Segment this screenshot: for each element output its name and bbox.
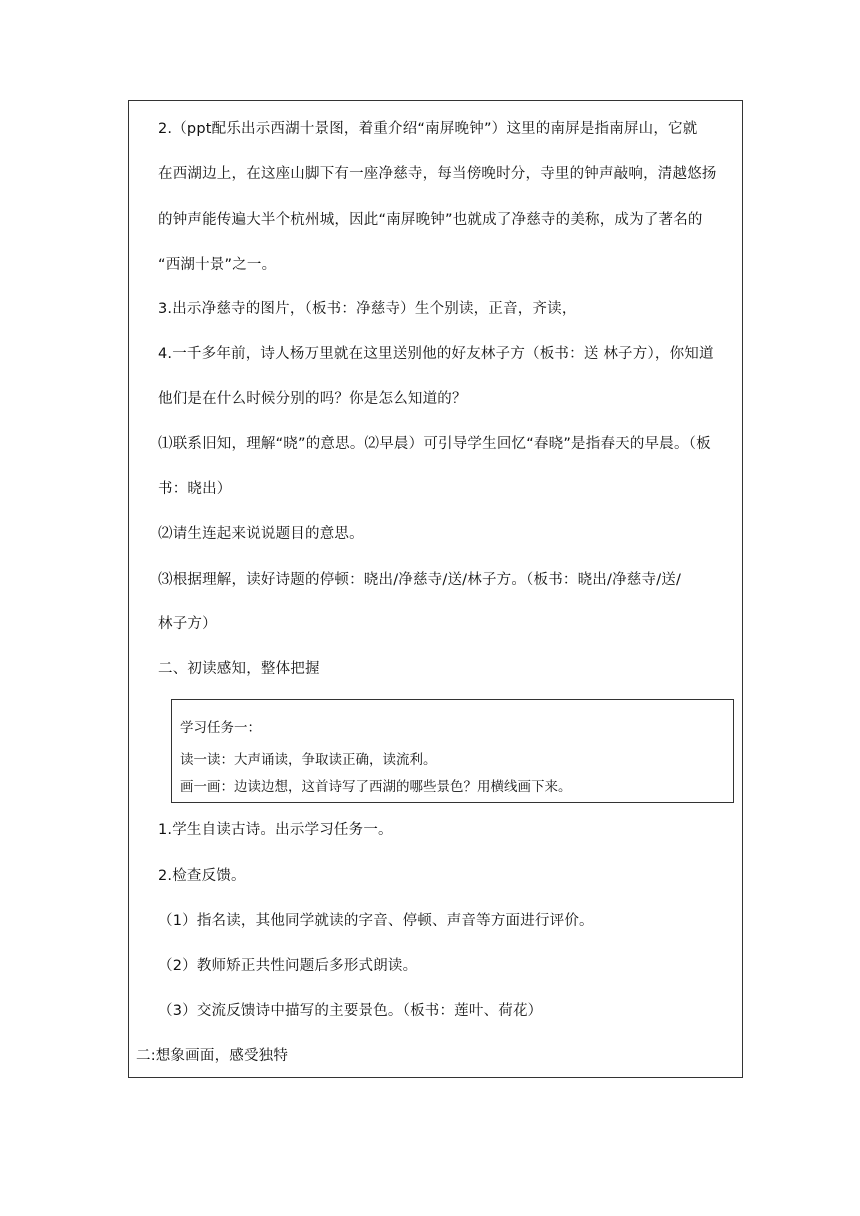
paragraph-line: 2.检查反馈。 bbox=[158, 868, 246, 884]
paragraph-line: （3）交流反馈诗中描写的主要景色。（板书：莲叶、荷花） bbox=[158, 1003, 543, 1019]
paragraph-line: 书：晓出） bbox=[158, 481, 232, 497]
task-read-instruction: 读一读：大声诵读，争取读正确，读流利。 bbox=[180, 752, 437, 768]
paragraph-line: 1.学生自读古诗。出示学习任务一。 bbox=[158, 822, 393, 838]
paragraph-line: ⑶根据理解，读好诗题的停顿：晓出/净慈寺/送/林子方。（板书：晓出/净慈寺/送/ bbox=[158, 572, 682, 588]
paragraph-line: （2）教师矫正共性问题后多形式朗读。 bbox=[158, 958, 418, 974]
paragraph-line: 在西湖边上，在这座山脚下有一座净慈寺，每当傍晚时分，寺里的钟声敲响，清越悠扬 bbox=[158, 166, 717, 182]
section-heading: 二、初读感知，整体把握 bbox=[158, 661, 320, 677]
paragraph-line: 的钟声能传遍大半个杭州城，因此“南屏晚钟”也就成了净慈寺的美称，成为了著名的 bbox=[158, 212, 703, 228]
paragraph-line: ⑴联系旧知，理解“晓”的意思。⑵早晨）可引导学生回忆“春晓”是指春天的早晨。（板 bbox=[158, 436, 711, 452]
paragraph-line: （1）指名读，其他同学就读的字音、停顿、声音等方面进行评价。 bbox=[158, 913, 594, 929]
section-heading: 二:想象画面，感受独特 bbox=[136, 1048, 289, 1064]
paragraph-line: 林子方） bbox=[158, 616, 217, 632]
paragraph-line: 他们是在什么时候分别的吗？你是怎么知道的？ bbox=[158, 391, 467, 407]
paragraph-line: ⑵请生连起来说说题目的意思。 bbox=[158, 526, 364, 542]
paragraph-line: 3.出示净慈寺的图片，（板书：净慈寺）生个别读，正音，齐读， bbox=[158, 301, 577, 317]
paragraph-line: “西湖十景”之一。 bbox=[158, 257, 277, 273]
paragraph-line: 4.一千多年前，诗人杨万里就在这里送别他的好友林子方（板书：送 林子方），你知道 bbox=[158, 346, 714, 362]
task-title: 学习任务一： bbox=[180, 720, 261, 736]
paragraph-line: 2.（ppt配乐出示西湖十景图，着重介绍“南屏晚钟”）这里的南屏是指南屏山，它就 bbox=[158, 121, 698, 137]
task-draw-instruction: 画一画：边读边想，这首诗写了西湖的哪些景色？用横线画下来。 bbox=[180, 779, 572, 795]
